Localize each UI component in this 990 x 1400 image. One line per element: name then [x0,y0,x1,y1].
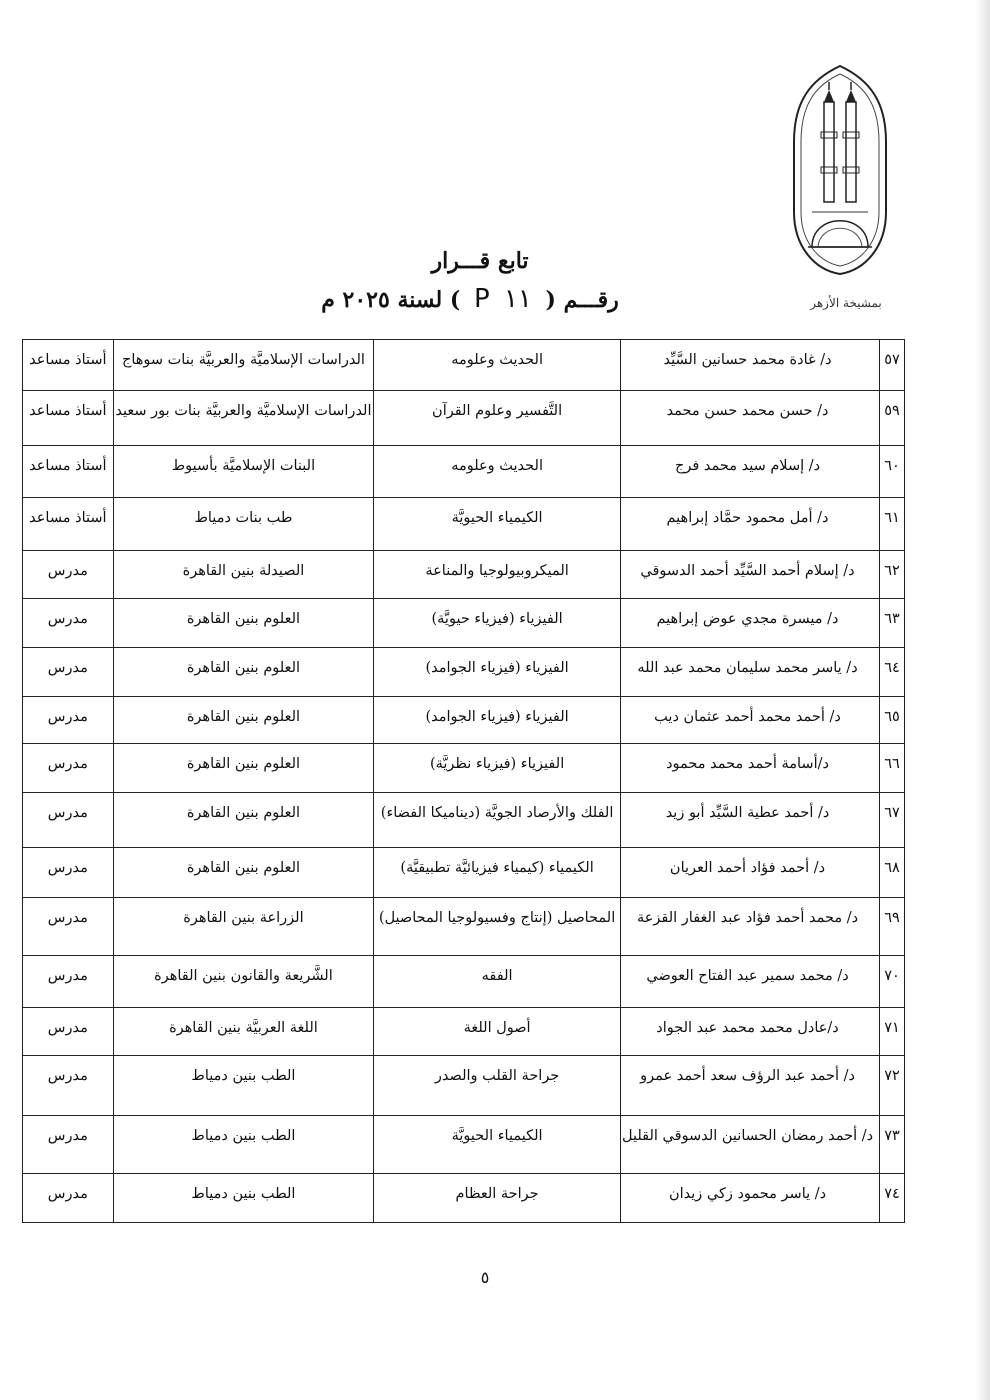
specialization: المحاصيل (إنتاج وفسيولوجيا المحاصيل) [374,898,621,956]
table-row [23,793,905,848]
member-name: د/ أحمد محمد أحمد عثمان ديب [621,697,880,744]
table-row [23,1056,905,1116]
faculty: الدراسات الإسلاميَّة والعربيَّة بنات سوهاج [113,340,373,391]
member-name: د/أسامة أحمد محمد محمود [621,744,880,793]
decision-number-suffix: ) لسنة ٢٠٢٥ م [321,287,461,313]
specialization: الحديث وعلومه [374,446,621,498]
row-number: ٧٤ [880,1174,905,1223]
specialization: الكيمياء الحيويَّة [374,1116,621,1174]
row-number: ٦١ [880,498,905,551]
row-number: ٧٣ [880,1116,905,1174]
table-row [23,898,905,956]
academic-rank: مدرس [23,744,114,793]
academic-rank: أستاذ مساعد [23,498,114,551]
member-name: د/ إسلام سيد محمد فرج [621,446,880,498]
al-azhar-emblem-icon [790,62,890,277]
member-name: د/عادل محمد محمد عبد الجواد [621,1008,880,1056]
faculty: العلوم بنين القاهرة [113,599,373,648]
specialization: الفقه [374,956,621,1008]
member-name: د/ أحمد رمضان الحسانين الدسوقي القليل [621,1116,880,1174]
faculty: طب بنات دمياط [113,498,373,551]
member-name: د/ أمل محمود حمَّاد إبراهيم [621,498,880,551]
table-row [23,446,905,498]
academic-rank: مدرس [23,848,114,898]
row-number: ٦٦ [880,744,905,793]
academic-rank: مدرس [23,648,114,697]
table-row [23,391,905,446]
academic-rank: أستاذ مساعد [23,446,114,498]
specialization: الكيمياء (كيمياء فيزيائيَّة تطبيقيَّة) [374,848,621,898]
specialization: الفيزياء (فيزياء حيويَّة) [374,599,621,648]
specialization: جراحة القلب والصدر [374,1056,621,1116]
faculty: الزراعة بنين القاهرة [113,898,373,956]
faculty: العلوم بنين القاهرة [113,793,373,848]
faculty: الطب بنين دمياط [113,1174,373,1223]
table-row [23,956,905,1008]
faculty: الشَّريعة والقانون بنين القاهرة [113,956,373,1008]
members-table [22,339,905,1223]
table-row [23,697,905,744]
academic-rank: مدرس [23,551,114,599]
table-row [23,340,905,391]
faculty: البنات الإسلاميَّة بأسيوط [113,446,373,498]
faculty: الدراسات الإسلاميَّة والعربيَّة بنات بور سعيد [113,391,373,446]
member-name: د/ ياسر محمد سليمان محمد عبد الله [621,648,880,697]
academic-rank: مدرس [23,697,114,744]
page-number: ٥ [480,1268,490,1287]
member-name: د/ محمد سمير عبد الفتاح العوضي [621,956,880,1008]
faculty: العلوم بنين القاهرة [113,744,373,793]
academic-rank: مدرس [23,1056,114,1116]
specialization: الكيمياء الحيويَّة [374,498,621,551]
academic-rank: مدرس [23,599,114,648]
scan-edge [976,0,990,1400]
member-name: د/ حسن محمد حسن محمد [621,391,880,446]
academic-rank: مدرس [23,1174,114,1223]
row-number: ٥٩ [880,391,905,446]
table-row [23,744,905,793]
member-name: د/ غادة محمد حسانين السَّيِّد [621,340,880,391]
table-row [23,599,905,648]
decision-number [300,284,640,314]
logo-caption: بمشيخة الأزهر [810,296,882,310]
faculty: العلوم بنين القاهرة [113,848,373,898]
academic-rank: مدرس [23,898,114,956]
row-number: ٦٨ [880,848,905,898]
row-number: ٦٧ [880,793,905,848]
academic-rank: مدرس [23,1116,114,1174]
member-name: د/ إسلام أحمد السَّيِّد أحمد الدسوقي [621,551,880,599]
row-number: ٧١ [880,1008,905,1056]
table-row [23,648,905,697]
table-row [23,498,905,551]
row-number: ٦٤ [880,648,905,697]
row-number: ٥٧ [880,340,905,391]
row-number: ٧٠ [880,956,905,1008]
specialization: الفيزياء (فيزياء الجوامد) [374,648,621,697]
member-name: د/ محمد أحمد فؤاد عبد الغفار القزعة [621,898,880,956]
decision-number-value: ١١ P [473,284,532,314]
specialization: الميكروبيولوجيا والمناعة [374,551,621,599]
table-row [23,551,905,599]
specialization: الفلك والأرصاد الجويَّة (ديناميكا الفضاء) [374,793,621,848]
specialization: الحديث وعلومه [374,340,621,391]
specialization: جراحة العظام [374,1174,621,1223]
faculty: الصيدلة بنين القاهرة [113,551,373,599]
member-name: د/ ميسرة مجدي عوض إبراهيم [621,599,880,648]
academic-rank: أستاذ مساعد [23,340,114,391]
table-row [23,1174,905,1223]
academic-rank: مدرس [23,956,114,1008]
member-name: د/ أحمد عبد الرؤف سعد أحمد عمرو [621,1056,880,1116]
row-number: ٦٥ [880,697,905,744]
academic-rank: مدرس [23,1008,114,1056]
faculty: الطب بنين دمياط [113,1116,373,1174]
row-number: ٦٠ [880,446,905,498]
row-number: ٦٢ [880,551,905,599]
faculty: العلوم بنين القاهرة [113,697,373,744]
member-name: د/ أحمد فؤاد أحمد العريان [621,848,880,898]
specialization: الفيزياء (فيزياء الجوامد) [374,697,621,744]
specialization: التَّفسير وعلوم القرآن [374,391,621,446]
faculty: اللغة العربيَّة بنين القاهرة [113,1008,373,1056]
member-name: د/ ياسر محمود زكي زيدان [621,1174,880,1223]
academic-rank: مدرس [23,793,114,848]
member-name: د/ أحمد عطية السَّيِّد أبو زيد [621,793,880,848]
faculty: الطب بنين دمياط [113,1056,373,1116]
specialization: الفيزياء (فيزياء نظريَّة) [374,744,621,793]
table-row [23,848,905,898]
academic-rank: أستاذ مساعد [23,391,114,446]
specialization: أصول اللغة [374,1008,621,1056]
row-number: ٧٢ [880,1056,905,1116]
decision-number-prefix: رقـــم ( [545,287,619,313]
table-row [23,1116,905,1174]
row-number: ٦٣ [880,599,905,648]
decision-title: تابع قـــرار [431,248,529,274]
table-row [23,1008,905,1056]
row-number: ٦٩ [880,898,905,956]
faculty: العلوم بنين القاهرة [113,648,373,697]
